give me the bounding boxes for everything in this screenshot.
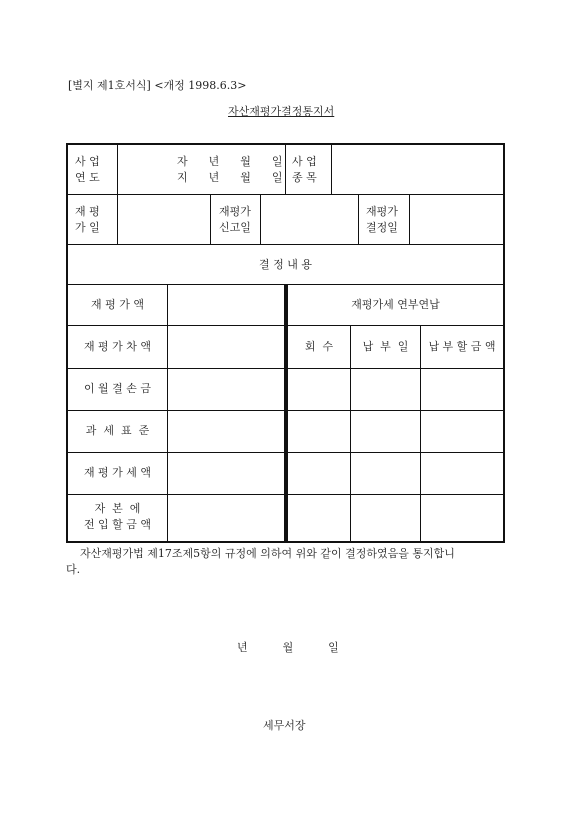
tax-office-chief-signature: 세무서장 [263, 719, 306, 732]
period-from: 자 년 월 일 [177, 155, 283, 168]
reval-date-label-line2: 가 일 [75, 221, 100, 234]
reval-decision-date-label-line2: 결정일 [366, 221, 398, 234]
reval-report-date-label-line1: 재평가 [219, 205, 251, 218]
reval-tax-amount-label: 재 평 가 세 액 [83, 466, 152, 479]
capital-transfer-label-line1: 자 본 에 [94, 502, 141, 515]
form-reference: [별지 제1호서식] <개정 1998.6.3> [68, 79, 247, 92]
business-year-label-line2: 연 도 [75, 171, 100, 184]
business-type-label-line2: 종 목 [292, 171, 317, 184]
notice-text-line2: 다. [66, 563, 81, 576]
date-line: 년 월 일 [237, 641, 339, 654]
payment-date-header: 납 부 일 [362, 340, 409, 353]
payment-amount-header: 납 부 할 금 액 [428, 340, 496, 353]
reval-decision-date-label-line1: 재평가 [366, 205, 398, 218]
period-to: 지 년 월 일 [177, 171, 283, 184]
reval-difference-label: 재 평 가 차 액 [83, 340, 152, 353]
tax-base-label: 과 세 표 준 [85, 424, 150, 437]
business-type-label-line1: 사 업 [292, 155, 317, 168]
capital-transfer-label-line2: 전 입 할 금 액 [83, 518, 152, 531]
installment-count-header: 회 수 [304, 340, 334, 353]
notice-text-line1: 자산재평가법 제17조제5항의 규정에 의하여 위와 같이 결정하였음을 통지합니 [66, 547, 455, 560]
document-title: 자산재평가결정통지서 [228, 105, 335, 118]
reval-report-date-label-line2: 신고일 [219, 221, 251, 234]
reval-date-label-line1: 재 평 [75, 205, 100, 218]
business-year-label-line1: 사 업 [75, 155, 100, 168]
decision-section-title: 결 정 내 용 [259, 258, 312, 271]
carried-loss-label: 이 월 결 손 금 [83, 382, 152, 395]
installment-section-title: 재평가세 연부연납 [351, 298, 440, 311]
reval-amount-label: 재 평 가 액 [91, 298, 144, 311]
